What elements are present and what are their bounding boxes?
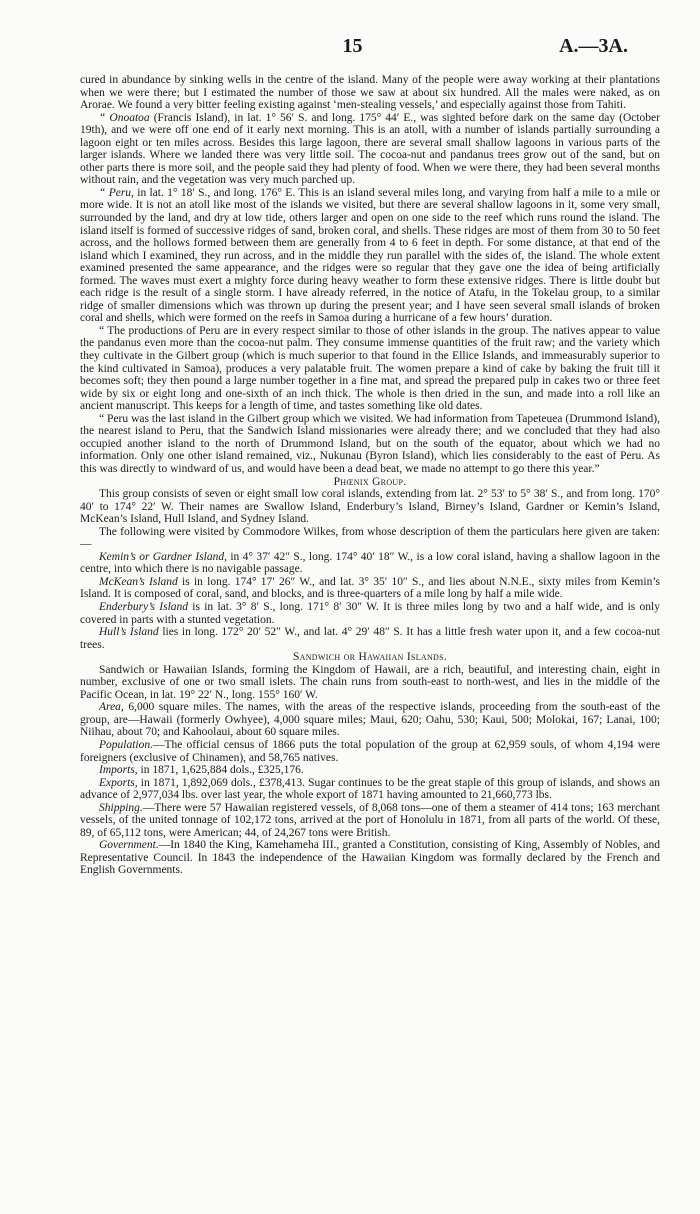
paragraph-onoatoa: [80, 112, 660, 187]
paragraph-text: —There were 57 Hawaiian registered vessels, of 8,068 tons—one of them a steamer of 414 tons; 163 merchant vessels, of the united tonnage of 102,172 tons, arrived at the port of Honolulu in 1871, from all parts of the world. Of these, 89, of 65,112 tons, were American; 44, of 24,267 tons were British.: [80, 801, 660, 839]
page-header: [80, 35, 628, 57]
paragraph-text: in 1871, 1,625,884 dols., £325,176.: [137, 764, 304, 777]
paragraph-mckean: [80, 576, 660, 601]
paragraph-population: [80, 739, 660, 764]
paragraph-government: [80, 839, 660, 877]
paragraph-text: (Francis Island), in lat. 1° 56′ S. and long. 175° 44′ E., was sighted before dark on the same day (October 19th), and we were off one end of it early next morning. This is an atoll, with a number of islands partially surrounding a lagoon eight or ten miles across. Besides this large lagoon, there are several small shallow lagoons in various parts of the larger islands. Where we landed there was very little soil. The cocoa-nut and pandanus trees grow out of the sand, but on other parts there is more soil, and the people said they had plenty of food. When we were there, they had been several months without rain, and the vegetation was very much parched up.: [80, 111, 660, 187]
field-label: Government.: [99, 839, 159, 852]
paragraph: The following were visited by Commodore Wilkes, from whose description of them the particulars here given are taken:—: [80, 525, 660, 551]
section-heading-phoenix: Phœnix Group.: [333, 475, 407, 488]
body-text: [80, 74, 660, 877]
paragraph-area: [80, 701, 660, 739]
paragraph-text: —The official census of 1866 puts the total population of the group at 62,959 souls, of whom 4,194 were foreigners (exclusive of Chinamen), and 58,765 natives.: [80, 738, 660, 764]
paragraph-shipping: [80, 802, 660, 840]
paragraph-text: 6,000 square miles. The names, with the areas of the respective islands, proceeding from the south-east of the group, are—Hawaii (formerly Owhyee), 4,000 square miles; Maui, 620; Oahu, 530; Kaui, 500; Molokai, 167; Lanai, 100; Niihau, about 70; and Kahoolaui, about 60 square miles.: [80, 701, 660, 739]
paragraph-peru: [80, 187, 660, 325]
field-label: Imports,: [99, 764, 138, 777]
paragraph-imports: [80, 764, 660, 777]
paragraph-text: —In 1840 the King, Kamehameha III., granted a Constitution, consisting of King, Assembly of Nobles, and Representative Council. In 1843 the independence of the Hawaiian Kingdom was formally declared by the French and English Governments.: [80, 839, 660, 877]
island-name: Hull’s Island: [99, 626, 159, 639]
paragraph-text: is in long. 174° 17′ 26″ W., and lat. 3° 35′ 10″ S., and lies about N.N.E., sixty miles from Kemin’s Island. It is composed of coral, sand, and blocks, and is three-quarters of a mile long by half a mile wide.: [80, 575, 660, 601]
paragraph-hull: [80, 626, 660, 651]
paragraph: “ The productions of Peru are in every respect similar to those of other islands in the group. The natives appear to value the pandanus even more than the cocoa-nut palm. They consume immense quantities of the fruit raw; and the variety which they cultivate in the Gilbert group (which is much superior to that found in the Ellice Islands, and immeasurably superior to the kind cultivated in Samoa), produces a very palatable fruit. The women prepare a kind of cake by baking the fruit till it becomes soft; they then pound a large number together in a fine mat, and spread the prepared pulp in cakes two or three feet wide by six or eight long and one-sixth of an inch thick. The whole is then dried in the sun, and made into a roll like an ancient manuscript. This keeps for a length of time, and tastes something like old dates.: [80, 324, 660, 413]
island-name: “ Peru,: [99, 186, 134, 199]
section-heading-sandwich: Sandwich or Hawaiian Islands.: [292, 651, 448, 664]
paragraph-text: is in lat. 3° 8′ S., long. 171° 8′ 30″ W. It is three miles long by two and a half wide, and is only covered in parts with a stunted vegetation.: [80, 600, 660, 626]
document-reference: A.—3A.: [559, 35, 628, 57]
field-label: Area,: [99, 701, 124, 714]
paragraph-text: in 4° 37′ 42″ S., long. 174° 40′ 18″ W., is a low coral island, having a shallow lagoon in the centre, into which there is no navigable passage.: [80, 550, 660, 576]
field-label: Population.: [99, 738, 153, 751]
paragraph-kemin: [80, 551, 660, 576]
page-number: 15: [342, 35, 363, 57]
paragraph: Sandwich or Hawaiian Islands, forming the Kingdom of Hawaii, are a rich, beautiful, and interesting chain, eight in number, exclusive of one or two small islets. The chain runs from south-east to north-west, and lies in the middle of the Pacific Ocean, in lat. 19° 22′ N., long. 155° 160′ W.: [80, 663, 660, 701]
paragraph-text: lies in long. 172° 20′ 52″ W., and lat. 4° 29′ 48″ S. It has a little fresh water upon it, and a few cocoa-nut trees.: [80, 626, 660, 651]
island-name: “ Onoatoa: [99, 111, 150, 124]
island-name: McKean’s Island: [99, 575, 178, 588]
paragraph: cured in abundance by sinking wells in the centre of the island. Many of the people were away working at their plantations when we were there; but I estimated the number of those we saw at about six hundred. All the males were naked, as on Arorae. We found a very bitter feeling existing against ‘men-stealing vessels,’ and especially against those from Tahiti.: [80, 74, 660, 112]
paragraph-text: in lat. 1° 18′ S., and long. 176° E. This is an island several miles long, and varying from half a mile to a mile or more wide. It is not an atoll like most of the islands we visited, but there are several shallow lagoons in it, some very small, surrounded by the land, and dry at low tide, others larger and open on one side to the reef which runs round the island. The island itself is formed of successive ridges of sand, broken coral, and shells. These ridges are most of them from 30 to 50 feet across, and the hollows formed between them are generally from 4 to 6 feet in depth. For some distance, at that end of the island which I examined, they run across, and in the middle they run parallel with the sides of, the island. The whole extent examined presented the same appearance, and the ridges were so regular that they gave one the idea of being artificially formed. The waves must exert a mighty force during heavy weather to form these extensive ridges. There is little doubt but each ridge is the result of a single storm. I have already referred, in the notice of Atafu, in the Tokelau group, to a similar ridge of smaller dimensions which was thrown up during the present year; and I have seen several small islands of broken coral and shells, which were formed on the reefs in Samoa during a hurricane of a few hours’ duration.: [80, 186, 661, 325]
island-name: Kemin’s or Gardner Island,: [99, 550, 227, 563]
island-name: Enderbury’s Island: [99, 600, 189, 613]
paragraph: “ Peru was the last island in the Gilbert group which we visited. We had information from Tapeteuea (Drummond Island), the nearest island to Peru, that the Sandwich Island missionaries were already there; and we concluded that they had also occupied another island to the north of Drummond Island, but on the south of the equator, about which we had no information. Only one other island remained, viz., Nukunau (Byron Island), which lies considerably to the east of Peru. As this was directly to windward of us, and would have been a dead beat, we made no attempt to go there this year.”: [80, 412, 660, 475]
field-label: Shipping.: [99, 801, 143, 814]
paragraph: This group consists of seven or eight small low coral islands, extending from lat. 2° 53′ to 5° 38′ S., and from long. 170° 40′ to 174° 22′ W. Their names are Swallow Island, Enderbury’s Island, Birney’s Island, Gardner or Kemin’s Island, McKean’s Island, Hull Island, and Sydney Island.: [80, 488, 660, 526]
paragraph-text: in 1871, 1,892,069 dols., £378,413. Sugar continues to be the great staple of this group of islands, and shows an advance of 2,977,034 lbs. over last year, the whole export of 1871 having amounted to 21,660,773 lbs.: [80, 776, 660, 802]
paragraph-enderbury: [80, 601, 660, 626]
paragraph-exports: [80, 777, 660, 802]
field-label: Exports,: [99, 776, 138, 789]
